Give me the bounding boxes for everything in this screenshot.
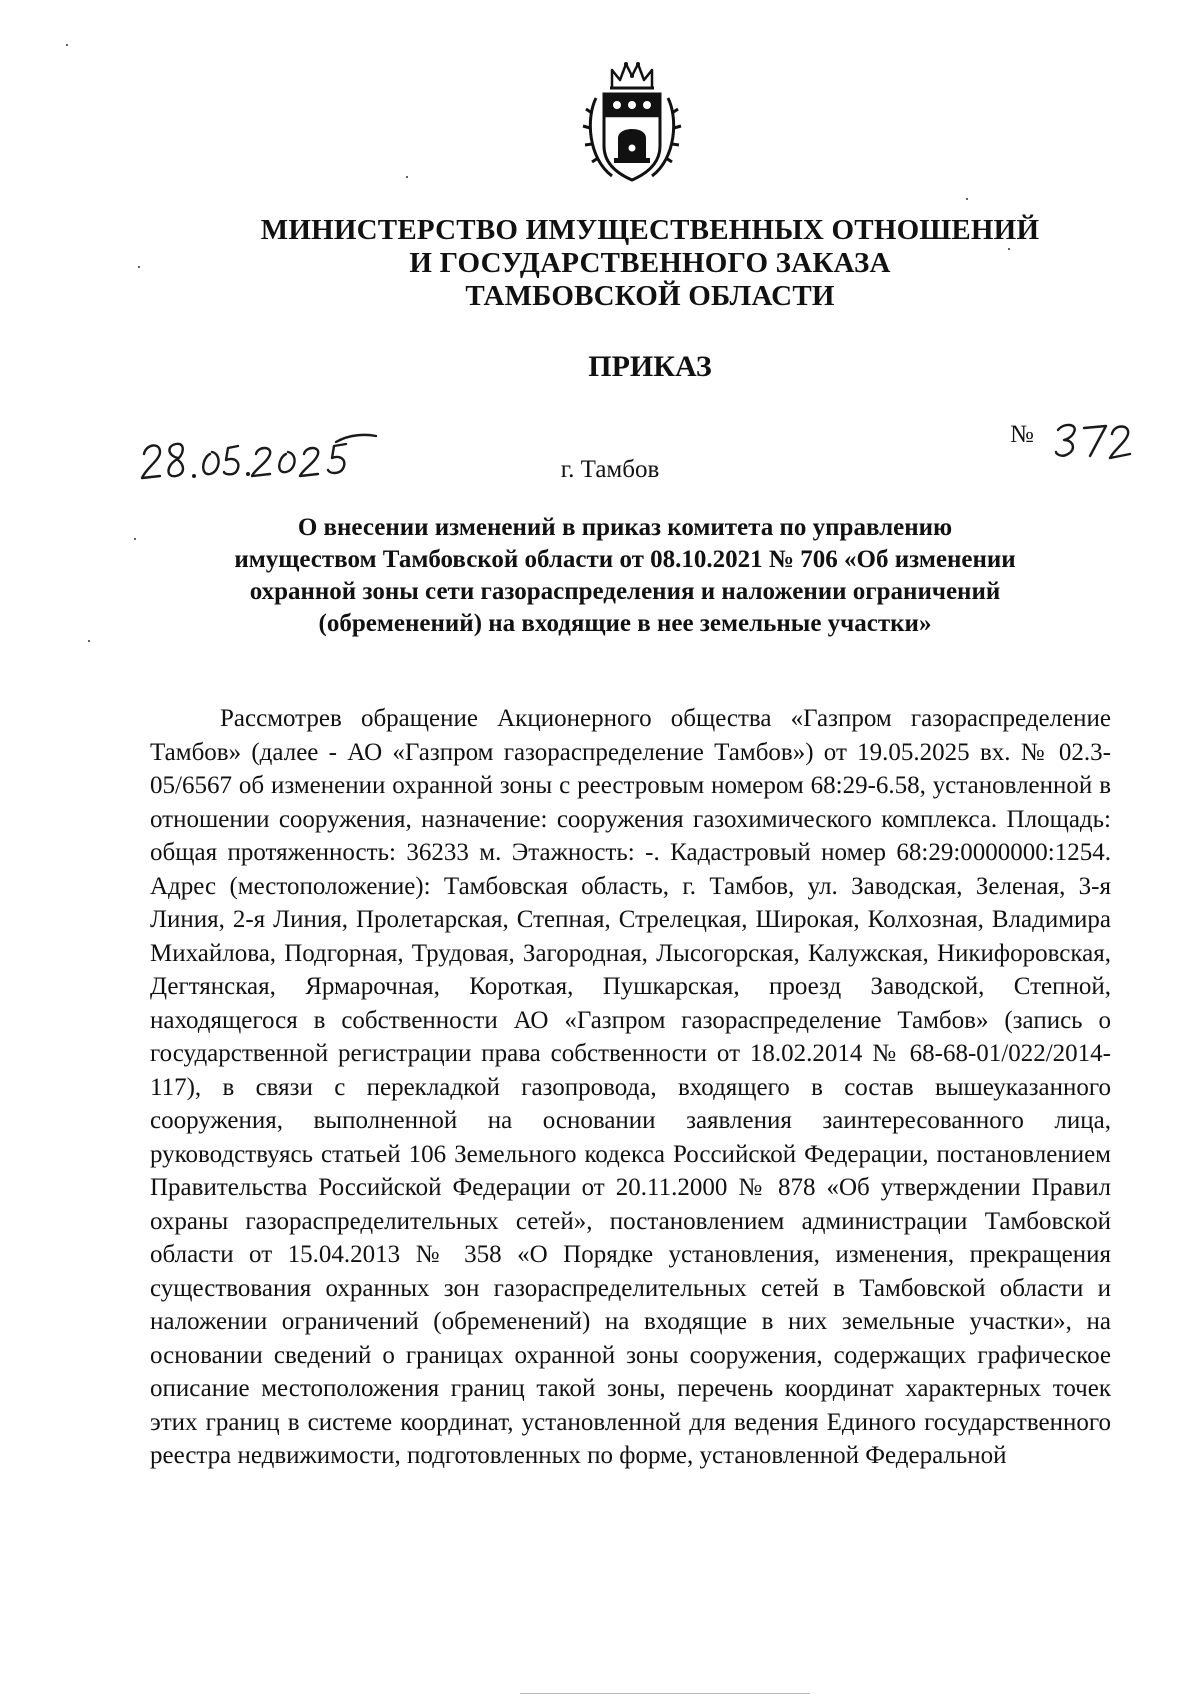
number-sign: №	[1010, 421, 1034, 448]
order-number	[1010, 418, 1160, 468]
scan-speck	[66, 44, 68, 46]
scan-speck	[88, 640, 90, 642]
document-type-title: ПРИКАЗ	[588, 350, 712, 383]
order-subject	[150, 512, 1100, 640]
body-paragraph: Рассмотрев обращение Акционерного общества «Газпром газораспределение Тамбов» (далее - АО «Газпром газораспределение Тамбов») от 19.05.2025 вх. № 02.3-05/6567 об изменении охранной зоны с реестровым номером 68:29-6.58, установленной в отношении сооружения, назначение: сооружения газохимического комплекса. Площадь: общая протяженность: 36233 м. Этажность: -. Кадастровый номер 68:29:0000000:1254. Адрес (местоположение): Тамбовская область, г. Тамбов, ул. Заводская, Зеленая, 3-я Линия, 2-я Линия, Пролетарская, Степная, Стрелецкая, Широкая, Колхозная, Владимира Михайлова, Подгорная, Трудовая, Загородная, Лысогорская, Калужская, Никифоровская, Дегтянская, Ярмарочная, Короткая, Пушкарская, проезд Заводской, Степной, находящегося в собственности АО «Газпром газораспределение Тамбов» (запись о государственной регистрации права собственности от 18.02.2014 № 68-68-01/022/2014-117), в связи с перекладкой газопровода, входящего в состав вышеуказанного сооружения, выполненной на основании заявления заинтересованного лица, руководствуясь статьей 106 Земельного кодекса Российской Федерации, постановлением Правительства Российской Федерации от 20.11.2000 № 878 «Об утверждении Правил охраны газораспределительных сетей», постановлением администрации Тамбовской области от 15.04.2013 № 358 «О Порядке установления, изменения, прекращения существования охранных зон газораспределительных сетей в Тамбовской области и наложении ограничений (обременений) на входящие в них земельные участки», на основании сведений о границах охранной зоны сооружения, содержащих графическое описание местоположения границ такой зоны, перечень координат характерных точек этих границ в системе координат, установленной для ведения Единого государственного реестра недвижимости, подготовленных по форме, установленной Федеральной	[150, 705, 1111, 1469]
ministry-line: МИНИСТЕРСТВО ИМУЩЕСТВЕННЫХ ОТНОШЕНИЙ	[260, 214, 1040, 246]
subject-line: О внесении изменений в приказ комитета по управлению	[297, 514, 953, 541]
subject-line: (обременений) на входящие в нее земельные участки»	[318, 610, 932, 637]
handwritten-number	[1050, 418, 1140, 462]
scan-speck	[134, 538, 136, 540]
handwritten-date	[138, 428, 378, 488]
ministry-line: И ГОСУДАРСТВЕННОГО ЗАКАЗА	[409, 247, 891, 279]
scan-speck	[966, 198, 968, 200]
city-name: г. Тамбов	[560, 456, 660, 483]
ministry-line: ТАМБОВСКОЙ ОБЛАСТИ	[465, 280, 835, 312]
scan-speck	[1008, 248, 1010, 250]
subject-line: охранной зоны сети газораспределения и наложении ограничений	[249, 578, 1001, 605]
scan-speck	[406, 176, 408, 178]
scan-edge-line	[520, 1693, 810, 1694]
ministry-name	[150, 214, 1150, 313]
subject-line: имуществом Тамбовской области от 08.10.2021 № 706 «Об изменении	[234, 546, 1016, 573]
coat-of-arms-icon	[582, 58, 682, 188]
scan-speck	[138, 266, 140, 268]
